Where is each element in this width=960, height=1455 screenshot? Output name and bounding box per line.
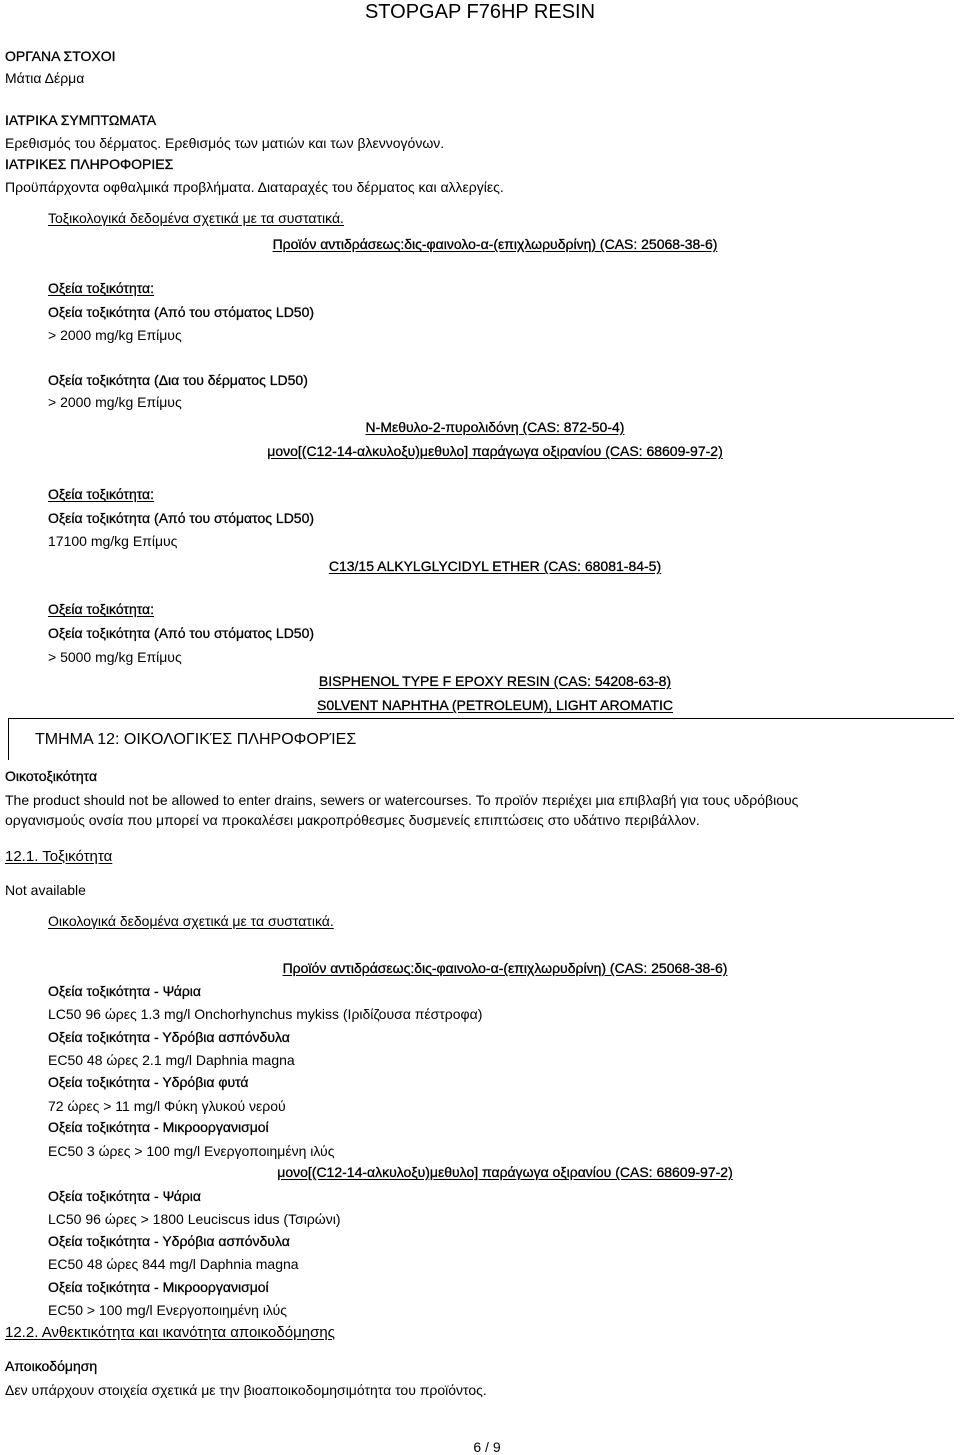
substance-name: N-Μεθυλο-2-πυρολιδόνη (CAS: 872-50-4) <box>365 419 625 435</box>
substance-name: μονο[(C12-14-αλκυλοξυ)μεθυλο] παράγωγα οξιρανίου (CAS: 68609-97-2) <box>267 443 723 459</box>
medical-conditions-text: Προϋπάρχοντα οφθαλμικά προβλήματα. Διαταραχές του δέρματος και αλλεργίες. <box>5 179 504 195</box>
toxicity-endpoint-label: Οξεία τοξικότητα (Δια του δέρματος LD50) <box>48 372 308 388</box>
toxicity-subsection-heading: 12.1. Τοξικότητα <box>5 848 113 865</box>
eco-endpoint-label: Οξεία τοξικότητα - Υδρόβια ασπόνδυλα <box>48 1029 290 1045</box>
toxicity-value: > 5000 mg/kg Επίμυς <box>48 649 182 665</box>
degradability-heading: 12.2. Ανθεκτικότητα και ικανότητα αποικοδόμησης <box>5 1324 335 1341</box>
document-title: STOPGAP F76HP RESIN <box>364 1 596 23</box>
eco-value: EC50 3 ώρες > 100 mg/l Ενεργοποιημένη ιλύς <box>48 1143 335 1159</box>
ecotoxicity-heading: Οικοτοξικότητα <box>5 768 98 784</box>
toxicity-value: > 2000 mg/kg Επίμυς <box>48 327 182 343</box>
medical-symptoms-heading: ΙΑΤΡΙΚΑ ΣΥΜΠΤΩΜΑΤΑ <box>5 112 157 128</box>
section-12-header <box>8 718 954 760</box>
toxicity-subsection-text: Not available <box>5 882 86 898</box>
eco-endpoint-label: Οξεία τοξικότητα - Ψάρια <box>48 1188 202 1204</box>
eco-value: EC50 48 ώρες 2.1 mg/l Daphnia magna <box>48 1052 295 1068</box>
eco-value: LC50 96 ώρες > 1800 Leuciscus idus (Τσιρώνι) <box>48 1211 341 1227</box>
substance-name: Προϊόν αντιδράσεως:δις-φαινολο-α-(επιχλωρυδρίνη) (CAS: 25068-38-6) <box>282 960 728 976</box>
eco-value: EC50 48 ώρες 844 mg/l Daphnia magna <box>48 1256 299 1272</box>
eco-endpoint-label: Οξεία τοξικότητα - Ψάρια <box>48 983 202 999</box>
substance-name: C13/15 ALKYLGLYCIDYL ETHER (CAS: 68081-84-5) <box>328 558 662 574</box>
medical-symptoms-text: Ερεθισμός του δέρματος. Ερεθισμός των ματιών και των βλεννογόνων. <box>5 135 445 151</box>
eco-endpoint-label: Οξεία τοξικότητα - Μικροοργανισμοί <box>48 1279 269 1295</box>
eco-endpoint-label: Οξεία τοξικότητα - Υδρόβια ασπόνδυλα <box>48 1233 290 1249</box>
tox-components-heading: Τοξικολογικά δεδομένα σχετικά με τα συστατικά. <box>48 210 344 226</box>
substance-name: Προϊόν αντιδράσεως:δις-φαινολο-α-(επιχλωρυδρίνη) (CAS: 25068-38-6) <box>272 236 718 252</box>
eco-endpoint-label: Οξεία τοξικότητα - Μικροοργανισμοί <box>48 1119 269 1135</box>
eco-endpoint-label: Οξεία τοξικότητα - Υδρόβια φυτά <box>48 1074 249 1090</box>
acute-toxicity-label: Οξεία τοξικότητα: <box>48 486 155 502</box>
target-organs-heading: ΟΡΓΑΝΑ ΣΤΟΧΟΙ <box>5 48 116 64</box>
toxicity-endpoint-label: Οξεία τοξικότητα (Από του στόματος LD50) <box>48 510 315 526</box>
toxicity-value: > 2000 mg/kg Επίμυς <box>48 394 182 410</box>
degradability-subheading: Αποικοδόμηση <box>5 1358 98 1374</box>
degradability-text: Δεν υπάρχουν στοιχεία σχετικά με την βιοαποικοδομησιμότητα του προϊόντος. <box>5 1382 487 1398</box>
eco-value: 72 ώρες > 11 mg/l Φύκη γλυκού νερού <box>48 1098 286 1114</box>
toxicity-endpoint-label: Οξεία τοξικότητα (Από του στόματος LD50) <box>48 625 315 641</box>
ecotoxicity-text-line: The product should not be allowed to enter drains, sewers or watercourses. Το προϊόν περιέχει μια επιβλαβή για τους υδρόβιους <box>5 792 799 808</box>
substance-name: μονο[(C12-14-αλκυλοξυ)μεθυλο] παράγωγα οξιρανίου (CAS: 68609-97-2) <box>277 1164 733 1180</box>
substance-name: BISPHENOL TYPE F EPOXY RESIN (CAS: 54208-63-8) <box>318 673 672 689</box>
eco-components-heading: Οικολογικά δεδομένα σχετικά με τα συστατικά. <box>48 913 334 929</box>
toxicity-endpoint-label: Οξεία τοξικότητα (Από του στόματος LD50) <box>48 304 315 320</box>
toxicity-value: 17100 mg/kg Επίμυς <box>48 533 178 549</box>
medical-conditions-heading: ΙΑΤΡΙΚΕΣ ΠΛΗΡΟΦΟΡΙΕΣ <box>5 156 174 172</box>
substance-name: S0LVENT NAPHTHA (PETROLEUM), LIGHT AROMATIC <box>316 697 674 713</box>
page-number: 6 / 9 <box>473 1439 501 1455</box>
ecotoxicity-text-line: οργανισμούς ονσία που μπορεί να προκαλέσει μακροπρόθεσμες δυσμενείς επιπτώσεις στο υδάτινο περιβάλλον. <box>5 812 700 828</box>
acute-toxicity-label: Οξεία τοξικότητα: <box>48 280 155 296</box>
eco-value: EC50 > 100 mg/l Ενεργοποιημένη ιλύς <box>48 1302 287 1318</box>
acute-toxicity-label: Οξεία τοξικότητα: <box>48 601 155 617</box>
target-organs-text: Μάτια Δέρμα <box>5 70 85 86</box>
eco-value: LC50 96 ώρες 1.3 mg/l Onchorhynchus mykiss (Ιριδίζουσα πέστροφα) <box>48 1006 483 1022</box>
section-12-title: ΤΜΗΜΑ 12: ΟΙΚΟΛΟΓΙΚΈΣ ΠΛΗΡΟΦΟΡΊΕΣ <box>35 731 357 748</box>
